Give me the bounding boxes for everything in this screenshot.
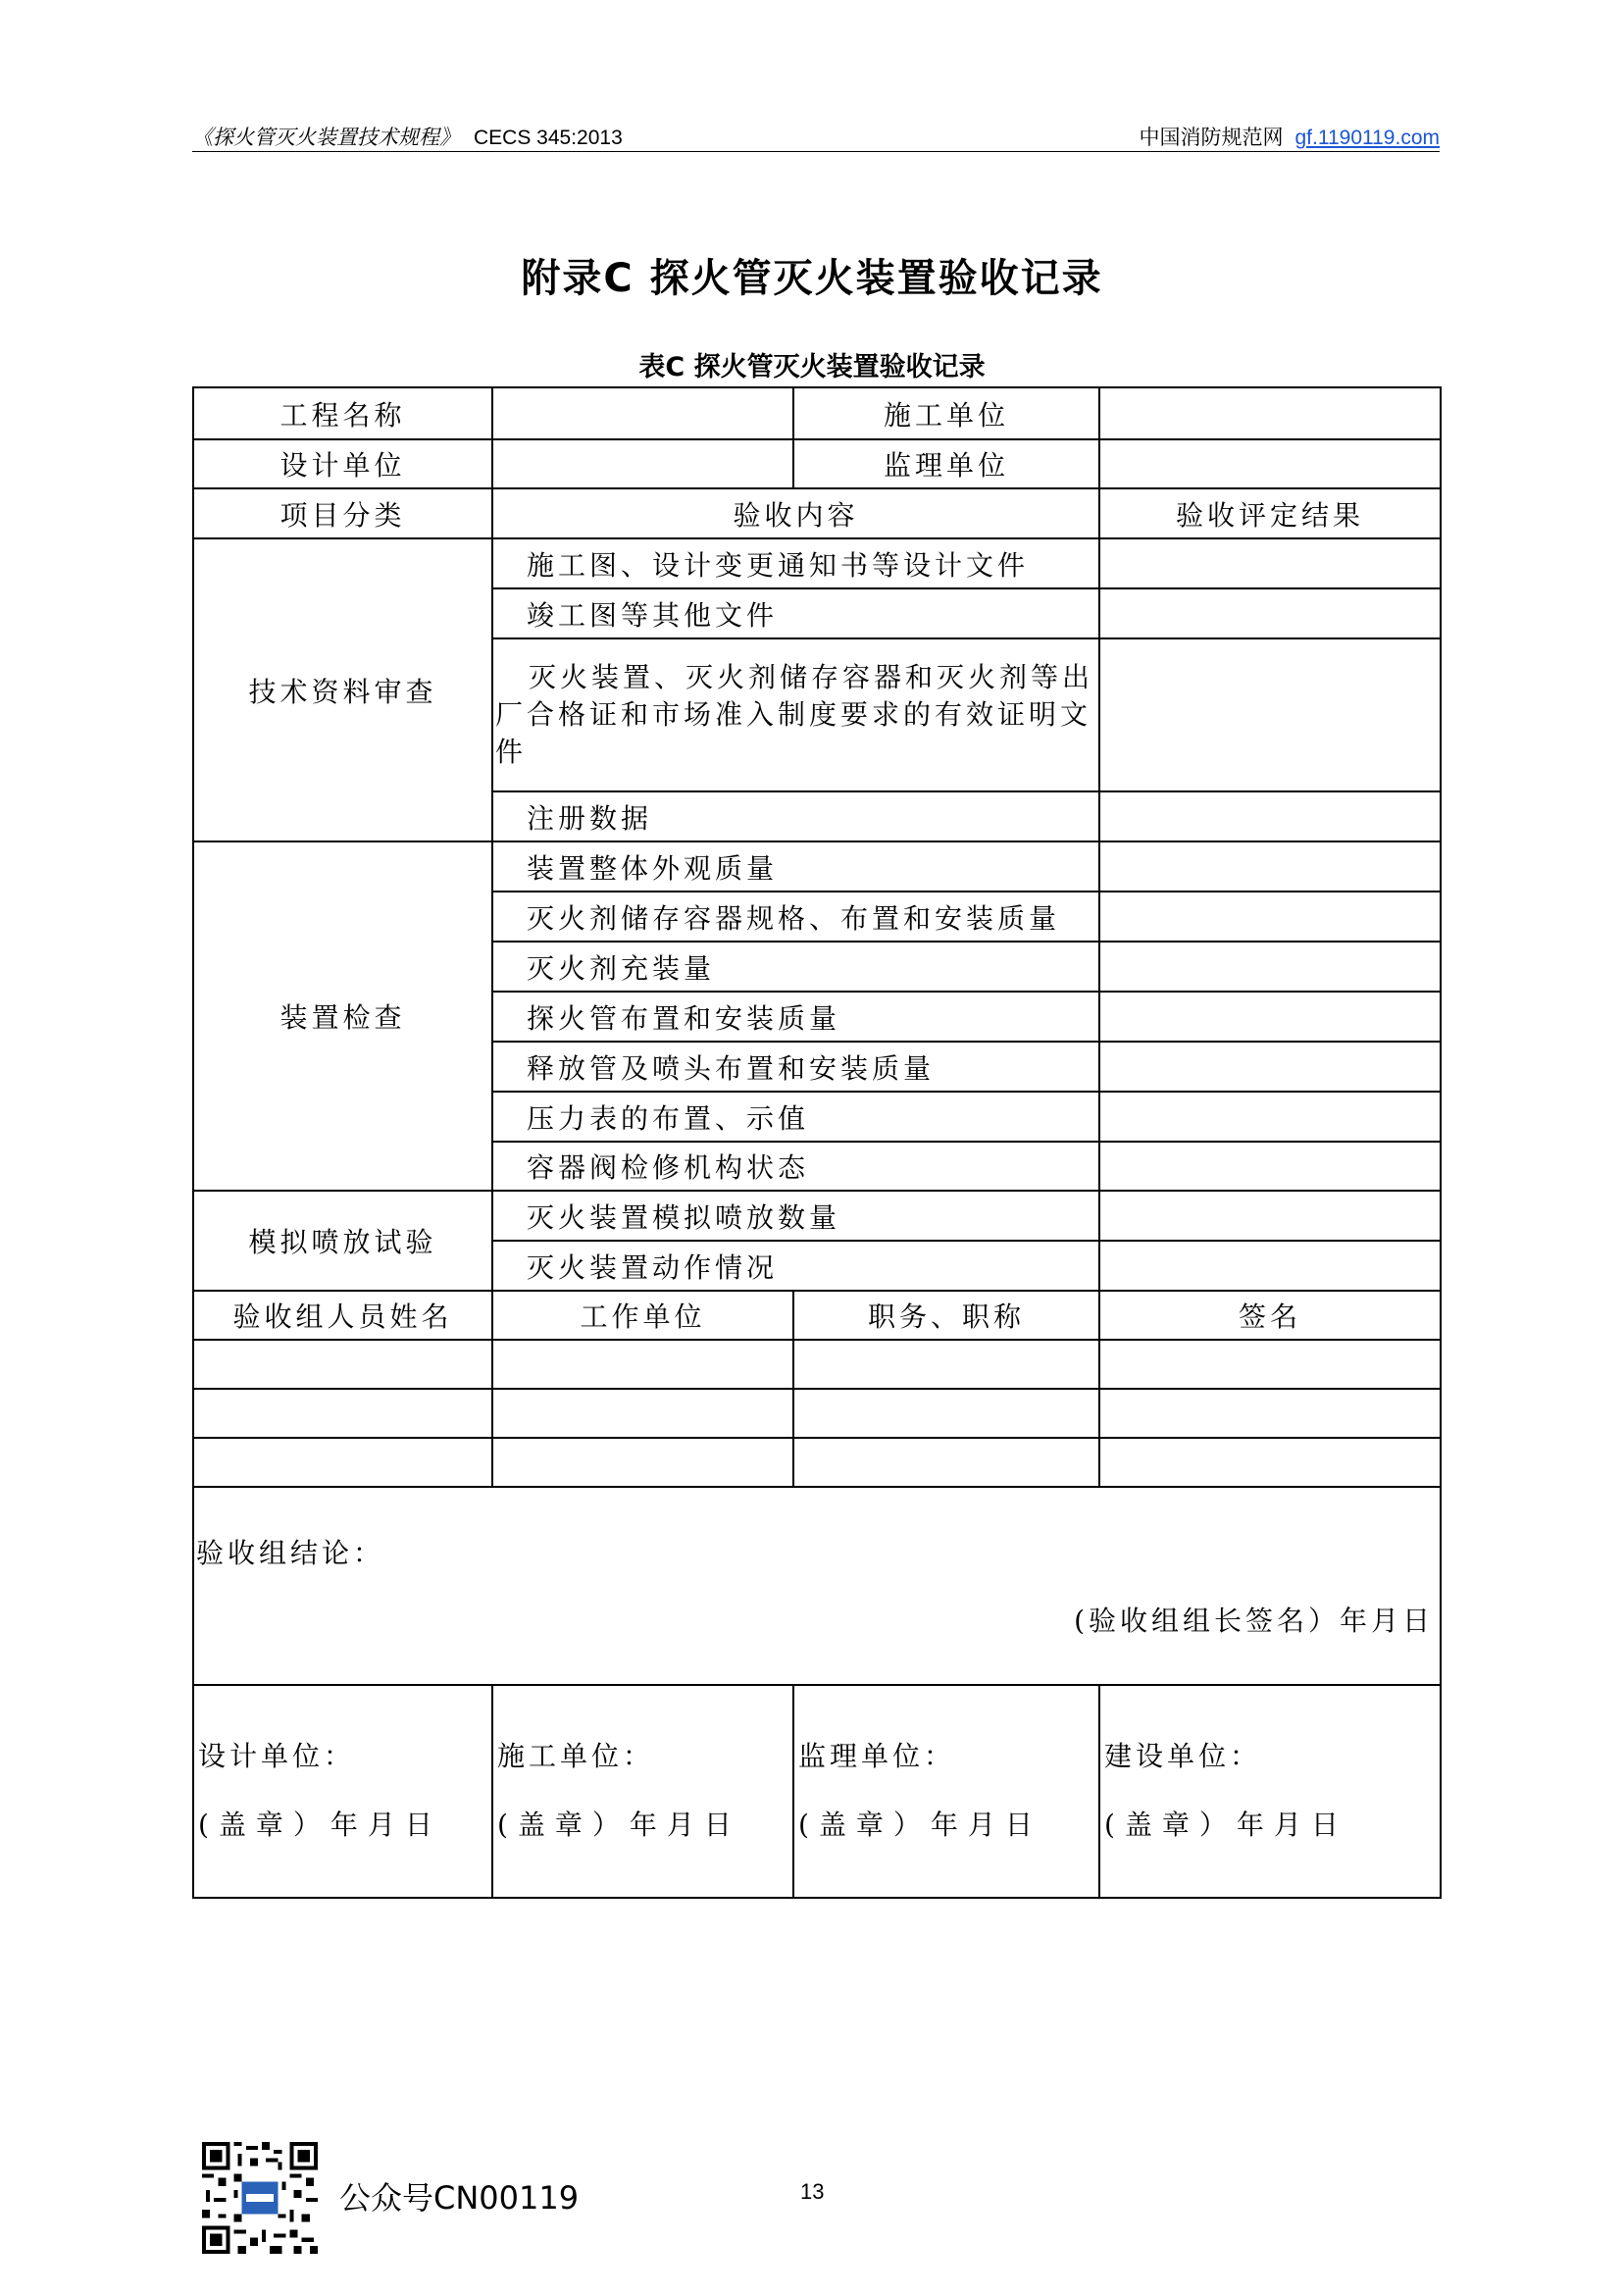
member-cell[interactable] <box>793 1438 1099 1487</box>
table-row <box>193 387 1441 439</box>
member-row <box>193 1389 1441 1438</box>
page-number: 13 <box>800 2179 825 2204</box>
col-content-header: 验收内容 <box>492 488 1099 538</box>
acceptance-record-table <box>192 386 1442 1899</box>
header-doc-title <box>192 122 623 151</box>
section-name: 技术资料审查 <box>193 538 492 841</box>
doc-code: CECS 345:2013 <box>474 127 623 149</box>
signoff-unit: 监理单位： <box>798 1740 956 1772</box>
signoff-date: (盖章）年月日 <box>798 1809 1042 1841</box>
members-header-row <box>193 1291 1441 1340</box>
signoff-date: (盖章）年月日 <box>1104 1809 1348 1841</box>
signoff-unit: 建设单位： <box>1104 1740 1262 1772</box>
member-cell[interactable] <box>1099 1438 1441 1487</box>
result-cell[interactable] <box>1099 1042 1441 1092</box>
conclusion-cell[interactable] <box>193 1487 1441 1685</box>
member-cell[interactable] <box>1099 1340 1441 1389</box>
member-signature-header: 签名 <box>1099 1291 1441 1340</box>
signoff-unit: 施工单位： <box>497 1740 655 1772</box>
supervision-unit-value[interactable] <box>1099 439 1441 488</box>
check-item: 施工图、设计变更通知书等设计文件 <box>492 538 1099 588</box>
member-cell[interactable] <box>1099 1389 1441 1438</box>
member-title-header: 职务、职称 <box>793 1291 1099 1340</box>
check-item: 灭火剂充装量 <box>492 942 1099 992</box>
page-header <box>192 122 1440 152</box>
signoff-unit: 设计单位： <box>198 1740 356 1772</box>
design-unit-value[interactable] <box>492 439 793 488</box>
member-workplace-header: 工作单位 <box>492 1291 793 1340</box>
member-name-header: 验收组人员姓名 <box>193 1291 492 1340</box>
site-name: 中国消防规范网 <box>1139 126 1284 149</box>
site-url-link[interactable]: gf.1190119.com <box>1294 127 1440 149</box>
signoff-design[interactable] <box>193 1685 492 1898</box>
check-item: 灭火剂储存容器规格、布置和安装质量 <box>492 892 1099 942</box>
table-caption: 表C 探火管灭火装置验收记录 <box>638 352 986 382</box>
member-cell[interactable] <box>193 1389 492 1438</box>
table-row <box>193 439 1441 488</box>
check-item: 装置整体外观质量 <box>492 841 1099 892</box>
table-row <box>193 538 1441 588</box>
conclusion-sign: (验收组组长签名）年月日 <box>1074 1605 1434 1637</box>
result-cell[interactable] <box>1099 638 1441 791</box>
table-row <box>193 841 1441 892</box>
supervision-unit-label: 监理单位 <box>793 439 1099 488</box>
table-header-row <box>193 488 1441 538</box>
check-item: 释放管及喷头布置和安装质量 <box>492 1042 1099 1092</box>
section-name: 模拟喷放试验 <box>193 1191 492 1291</box>
check-item: 竣工图等其他文件 <box>492 588 1099 638</box>
check-item: 灭火装置模拟喷放数量 <box>492 1191 1099 1241</box>
check-item <box>492 638 1099 791</box>
section-name: 装置检查 <box>193 841 492 1191</box>
member-cell[interactable] <box>193 1340 492 1389</box>
check-item: 压力表的布置、示值 <box>492 1092 1099 1142</box>
col-result-header: 验收评定结果 <box>1099 488 1441 538</box>
check-item: 容器阀检修机构状态 <box>492 1142 1099 1191</box>
wechat-account: 公众号CN00119 <box>339 2179 580 2217</box>
result-cell[interactable] <box>1099 892 1441 942</box>
col-category-header: 项目分类 <box>193 488 492 538</box>
member-cell[interactable] <box>793 1340 1099 1389</box>
conclusion-label: 验收组结论： <box>196 1537 385 1569</box>
construction-unit-value[interactable] <box>1099 387 1441 439</box>
member-cell[interactable] <box>193 1438 492 1487</box>
signoff-owner[interactable] <box>1099 1685 1441 1898</box>
signoff-date: (盖章）年月日 <box>497 1809 741 1841</box>
project-name-label: 工程名称 <box>193 387 492 439</box>
result-cell[interactable] <box>1099 538 1441 588</box>
check-item: 灭火装置动作情况 <box>492 1241 1099 1291</box>
member-row <box>193 1340 1441 1389</box>
header-site <box>1140 122 1441 151</box>
result-cell[interactable] <box>1099 1092 1441 1142</box>
construction-unit-label: 施工单位 <box>793 387 1099 439</box>
page-title: 附录C 探火管灭火装置验收记录 <box>521 256 1103 301</box>
result-cell[interactable] <box>1099 992 1441 1042</box>
member-cell[interactable] <box>492 1340 793 1389</box>
signoff-row <box>193 1685 1441 1898</box>
member-row <box>193 1438 1441 1487</box>
project-name-value[interactable] <box>492 387 793 439</box>
conclusion-row <box>193 1487 1441 1685</box>
signoff-construction[interactable] <box>492 1685 793 1898</box>
design-unit-label: 设计单位 <box>193 439 492 488</box>
result-cell[interactable] <box>1099 942 1441 992</box>
result-cell[interactable] <box>1099 791 1441 841</box>
result-cell[interactable] <box>1099 1241 1441 1291</box>
result-cell[interactable] <box>1099 1142 1441 1191</box>
result-cell[interactable] <box>1099 841 1441 892</box>
result-cell[interactable] <box>1099 588 1441 638</box>
check-item-text: 灭火装置、灭火剂储存容器和灭火剂等出厂合格证和市场准入制度要求的有效证明文件 <box>495 661 1094 768</box>
member-cell[interactable] <box>492 1438 793 1487</box>
signoff-date: (盖章）年月日 <box>198 1809 442 1841</box>
result-cell[interactable] <box>1099 1191 1441 1241</box>
member-cell[interactable] <box>793 1389 1099 1438</box>
check-item: 注册数据 <box>492 791 1099 841</box>
member-cell[interactable] <box>492 1389 793 1438</box>
table-row <box>193 1191 1441 1241</box>
doc-title: 《探火管灭火装置技术规程》 <box>192 126 460 149</box>
qr-code-icon <box>202 2142 318 2254</box>
check-item: 探火管布置和安装质量 <box>492 992 1099 1042</box>
signoff-supervision[interactable] <box>793 1685 1099 1898</box>
